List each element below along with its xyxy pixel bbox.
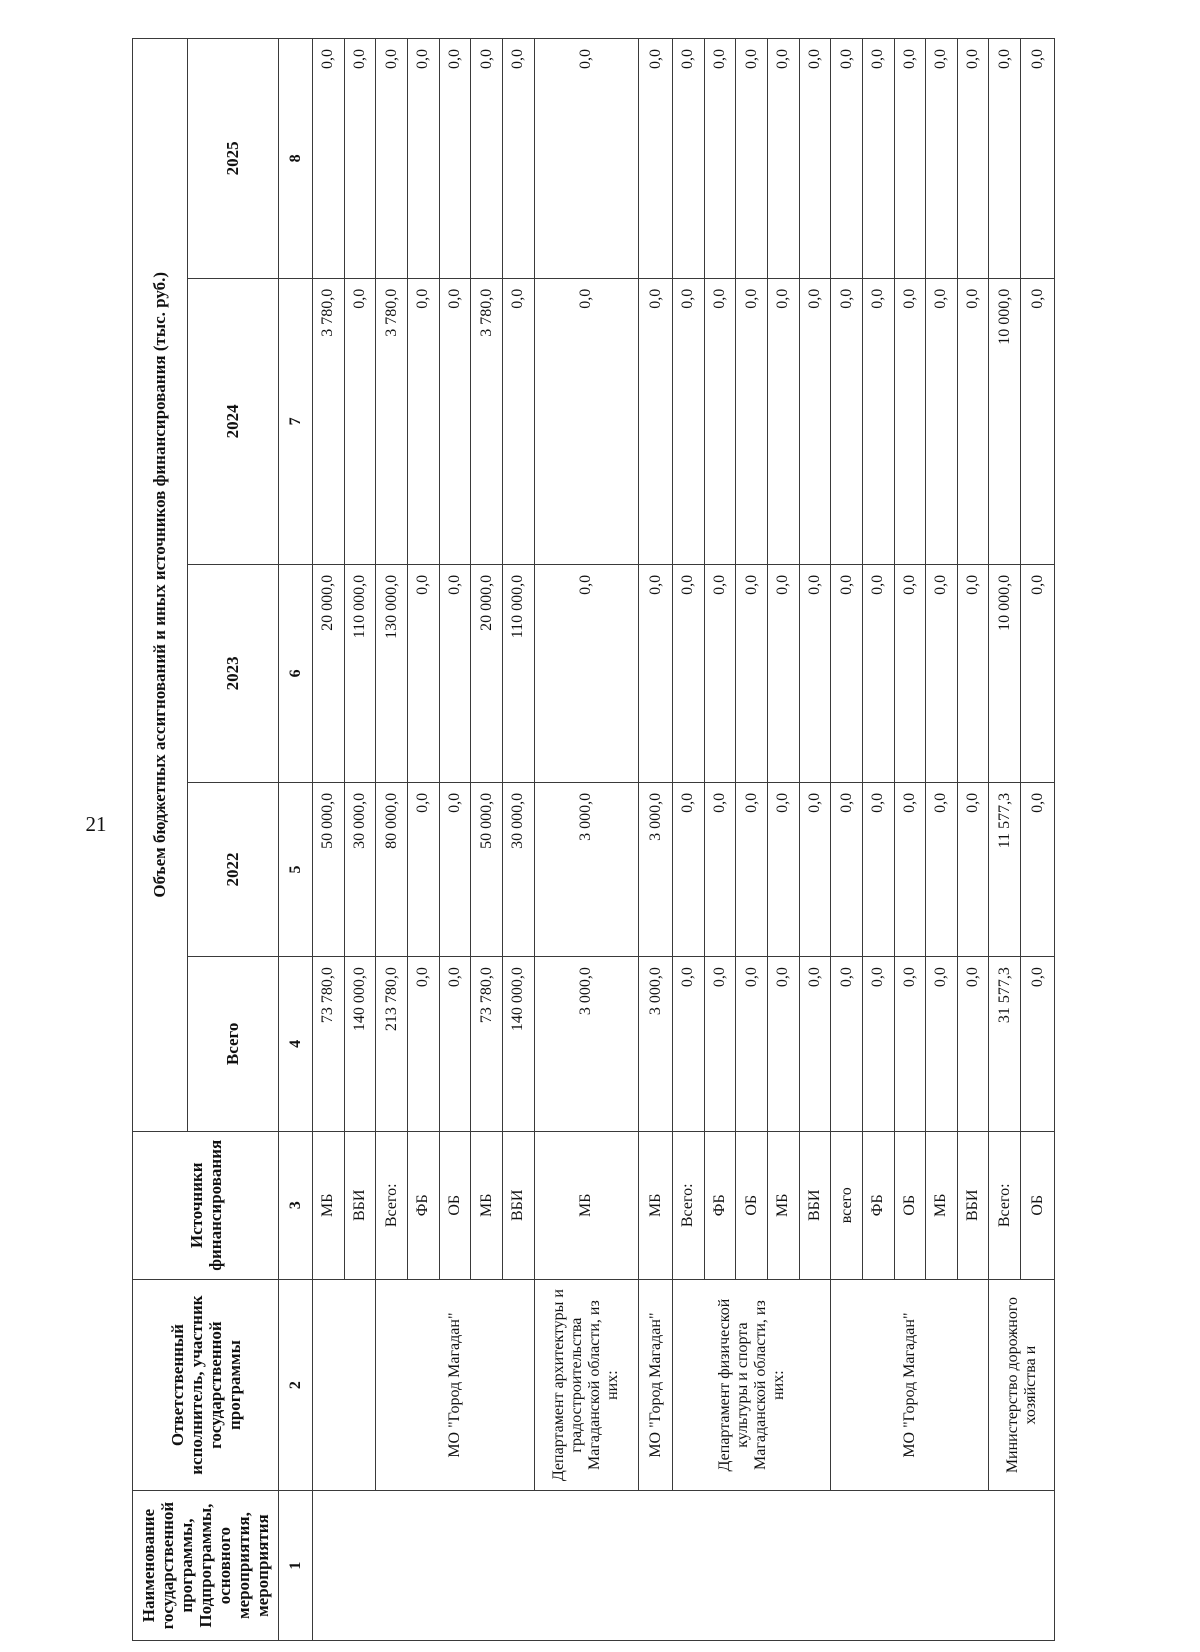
year-2023-value-cell: 0,0: [407, 564, 439, 782]
year-2023-value-cell: 20 000,0: [313, 564, 345, 782]
year-2025-value-cell: 0,0: [736, 39, 768, 279]
year-2023-value-cell: 0,0: [957, 564, 989, 782]
year-2023-value-cell: 10 000,0: [989, 564, 1021, 782]
year-2023-value-cell: 0,0: [862, 564, 894, 782]
year-2025-value-cell: 0,0: [376, 39, 408, 279]
participant-cell: Министерство дорожного хозяйства и: [989, 1280, 1055, 1491]
year-2024-value-cell: 3 780,0: [471, 278, 503, 564]
year-2024-value-cell: 0,0: [534, 278, 639, 564]
column-index: 7: [279, 278, 313, 564]
total-value-cell: 0,0: [736, 957, 768, 1131]
year-2022-value-cell: 80 000,0: [376, 782, 408, 956]
funding-source-cell: МБ: [926, 1131, 958, 1279]
total-value-cell: 213 780,0: [376, 957, 408, 1131]
header-2023: 2023: [187, 564, 279, 782]
column-index: 2: [279, 1280, 313, 1491]
year-2023-value-cell: 0,0: [534, 564, 639, 782]
year-2022-value-cell: 0,0: [894, 782, 926, 956]
funding-source-cell: Всего:: [376, 1131, 408, 1279]
header-2025: 2025: [187, 39, 279, 279]
year-2024-value-cell: 0,0: [767, 278, 799, 564]
table-row: [831, 39, 863, 1641]
year-2024-value-cell: 0,0: [704, 278, 736, 564]
year-2023-value-cell: 110 000,0: [344, 564, 376, 782]
year-2025-value-cell: 0,0: [926, 39, 958, 279]
year-2024-value-cell: 0,0: [502, 278, 534, 564]
total-value-cell: 0,0: [704, 957, 736, 1131]
page-number: 21: [85, 812, 107, 836]
funding-source-cell: Всего:: [989, 1131, 1021, 1279]
year-2025-value-cell: 0,0: [673, 39, 705, 279]
year-2022-value-cell: 0,0: [799, 782, 831, 956]
total-value-cell: 140 000,0: [344, 957, 376, 1131]
year-2024-value-cell: 0,0: [344, 278, 376, 564]
year-2023-value-cell: 0,0: [704, 564, 736, 782]
year-2022-value-cell: 0,0: [862, 782, 894, 956]
year-2025-value-cell: 0,0: [639, 39, 673, 279]
table-row: [534, 39, 639, 1641]
year-2023-value-cell: 0,0: [639, 564, 673, 782]
participant-cell: МО "Город Магадан": [376, 1280, 534, 1491]
year-2025-value-cell: 0,0: [894, 39, 926, 279]
year-2024-value-cell: 10 000,0: [989, 278, 1021, 564]
table-row: [313, 39, 345, 1641]
total-value-cell: 0,0: [673, 957, 705, 1131]
year-2023-value-cell: 110 000,0: [502, 564, 534, 782]
year-2023-value-cell: 20 000,0: [471, 564, 503, 782]
header-funding-sources: Источники финансирования: [133, 1131, 279, 1279]
total-value-cell: 0,0: [407, 957, 439, 1131]
total-value-cell: 0,0: [1021, 957, 1055, 1131]
year-2025-value-cell: 0,0: [439, 39, 471, 279]
year-2022-value-cell: 30 000,0: [502, 782, 534, 956]
header-budget-group: Объем бюджетных ассигнований и иных источников финансирования (тыс. руб.): [133, 39, 188, 1132]
year-2023-value-cell: 0,0: [831, 564, 863, 782]
year-2025-value-cell: 0,0: [767, 39, 799, 279]
column-index: 5: [279, 782, 313, 956]
year-2022-value-cell: 0,0: [767, 782, 799, 956]
year-2024-value-cell: 0,0: [799, 278, 831, 564]
year-2024-value-cell: 0,0: [926, 278, 958, 564]
total-value-cell: 73 780,0: [313, 957, 345, 1131]
participant-cell: Департамент физической культуры и спорта Магаданской области, из них:: [673, 1280, 831, 1491]
year-2022-value-cell: 3 000,0: [534, 782, 639, 956]
table-row: [989, 39, 1021, 1641]
year-2025-value-cell: 0,0: [799, 39, 831, 279]
column-index: 6: [279, 564, 313, 782]
total-value-cell: 3 000,0: [534, 957, 639, 1131]
year-2022-value-cell: 0,0: [957, 782, 989, 956]
year-2024-value-cell: 0,0: [1021, 278, 1055, 564]
funding-source-cell: МБ: [767, 1131, 799, 1279]
year-2025-value-cell: 0,0: [862, 39, 894, 279]
column-index: 4: [279, 957, 313, 1131]
year-2024-value-cell: 0,0: [736, 278, 768, 564]
year-2024-value-cell: 0,0: [862, 278, 894, 564]
header-2024: 2024: [187, 278, 279, 564]
participant-cell: МО "Город Магадан": [639, 1280, 673, 1491]
funding-source-cell: ВБИ: [344, 1131, 376, 1279]
participant-cell: МО "Город Магадан": [831, 1280, 989, 1491]
year-2024-value-cell: 3 780,0: [376, 278, 408, 564]
year-2022-value-cell: 50 000,0: [471, 782, 503, 956]
header-row-1: [133, 39, 188, 1641]
year-2022-value-cell: 11 577,3: [989, 782, 1021, 956]
year-2025-value-cell: 0,0: [471, 39, 503, 279]
funding-source-cell: ОБ: [736, 1131, 768, 1279]
total-value-cell: 3 000,0: [639, 957, 673, 1131]
header-program-name: Наименование государственной программы, Подпрограммы, основного мероприятия, мероприятия: [133, 1491, 279, 1641]
column-index: 8: [279, 39, 313, 279]
header-executor: Ответственный исполнитель, участник государственной программы: [133, 1280, 279, 1491]
column-index: 3: [279, 1131, 313, 1279]
year-2023-value-cell: 0,0: [894, 564, 926, 782]
year-2022-value-cell: 0,0: [704, 782, 736, 956]
year-2025-value-cell: 0,0: [344, 39, 376, 279]
funding-source-cell: ФБ: [407, 1131, 439, 1279]
participant-cell: [313, 1280, 376, 1491]
year-2024-value-cell: 0,0: [639, 278, 673, 564]
year-2022-value-cell: 0,0: [926, 782, 958, 956]
funding-source-cell: ФБ: [862, 1131, 894, 1279]
year-2024-value-cell: 0,0: [957, 278, 989, 564]
year-2022-value-cell: 0,0: [673, 782, 705, 956]
year-2025-value-cell: 0,0: [534, 39, 639, 279]
year-2023-value-cell: 0,0: [1021, 564, 1055, 782]
total-value-cell: 73 780,0: [471, 957, 503, 1131]
program-name-cell: [313, 1491, 1055, 1641]
table-row: [673, 39, 705, 1641]
year-2025-value-cell: 0,0: [313, 39, 345, 279]
total-value-cell: 0,0: [862, 957, 894, 1131]
year-2023-value-cell: 0,0: [439, 564, 471, 782]
year-2022-value-cell: 0,0: [831, 782, 863, 956]
funding-source-cell: МБ: [471, 1131, 503, 1279]
year-2024-value-cell: 0,0: [407, 278, 439, 564]
year-2023-value-cell: 130 000,0: [376, 564, 408, 782]
total-value-cell: 0,0: [439, 957, 471, 1131]
year-2025-value-cell: 0,0: [831, 39, 863, 279]
year-2024-value-cell: 0,0: [673, 278, 705, 564]
header-total: Всего: [187, 957, 279, 1131]
financing-table: [132, 38, 1055, 1641]
funding-source-cell: ВБИ: [799, 1131, 831, 1279]
funding-source-cell: ОБ: [1021, 1131, 1055, 1279]
funding-source-cell: Всего:: [673, 1131, 705, 1279]
year-2024-value-cell: 3 780,0: [313, 278, 345, 564]
year-2022-value-cell: 50 000,0: [313, 782, 345, 956]
year-2024-value-cell: 0,0: [894, 278, 926, 564]
funding-source-cell: ФБ: [704, 1131, 736, 1279]
total-value-cell: 0,0: [894, 957, 926, 1131]
total-value-cell: 140 000,0: [502, 957, 534, 1131]
funding-source-cell: всего: [831, 1131, 863, 1279]
year-2022-value-cell: 0,0: [736, 782, 768, 956]
year-2022-value-cell: 0,0: [439, 782, 471, 956]
total-value-cell: 0,0: [767, 957, 799, 1131]
header-2022: 2022: [187, 782, 279, 956]
year-2023-value-cell: 0,0: [736, 564, 768, 782]
rotated-page-content: [132, 38, 1055, 1641]
table-row: [639, 39, 673, 1641]
column-index: 1: [279, 1491, 313, 1641]
year-2022-value-cell: 0,0: [407, 782, 439, 956]
table-row: [376, 39, 408, 1641]
funding-source-cell: МБ: [534, 1131, 639, 1279]
year-2022-value-cell: 30 000,0: [344, 782, 376, 956]
year-2023-value-cell: 0,0: [926, 564, 958, 782]
total-value-cell: 0,0: [831, 957, 863, 1131]
year-2023-value-cell: 0,0: [799, 564, 831, 782]
funding-source-cell: ВБИ: [502, 1131, 534, 1279]
year-2024-value-cell: 0,0: [439, 278, 471, 564]
funding-source-cell: МБ: [639, 1131, 673, 1279]
total-value-cell: 31 577,3: [989, 957, 1021, 1131]
funding-source-cell: МБ: [313, 1131, 345, 1279]
funding-source-cell: ОБ: [439, 1131, 471, 1279]
column-index-row: [279, 39, 313, 1641]
year-2022-value-cell: 0,0: [1021, 782, 1055, 956]
funding-source-cell: ВБИ: [957, 1131, 989, 1279]
total-value-cell: 0,0: [957, 957, 989, 1131]
year-2025-value-cell: 0,0: [407, 39, 439, 279]
year-2022-value-cell: 3 000,0: [639, 782, 673, 956]
year-2024-value-cell: 0,0: [831, 278, 863, 564]
year-2025-value-cell: 0,0: [989, 39, 1021, 279]
funding-source-cell: ОБ: [894, 1131, 926, 1279]
total-value-cell: 0,0: [799, 957, 831, 1131]
year-2025-value-cell: 0,0: [502, 39, 534, 279]
year-2025-value-cell: 0,0: [957, 39, 989, 279]
year-2023-value-cell: 0,0: [767, 564, 799, 782]
year-2023-value-cell: 0,0: [673, 564, 705, 782]
year-2025-value-cell: 0,0: [704, 39, 736, 279]
year-2025-value-cell: 0,0: [1021, 39, 1055, 279]
participant-cell: Департамент архитектуры и градостроительства Магаданской области, из них:: [534, 1280, 639, 1491]
total-value-cell: 0,0: [926, 957, 958, 1131]
